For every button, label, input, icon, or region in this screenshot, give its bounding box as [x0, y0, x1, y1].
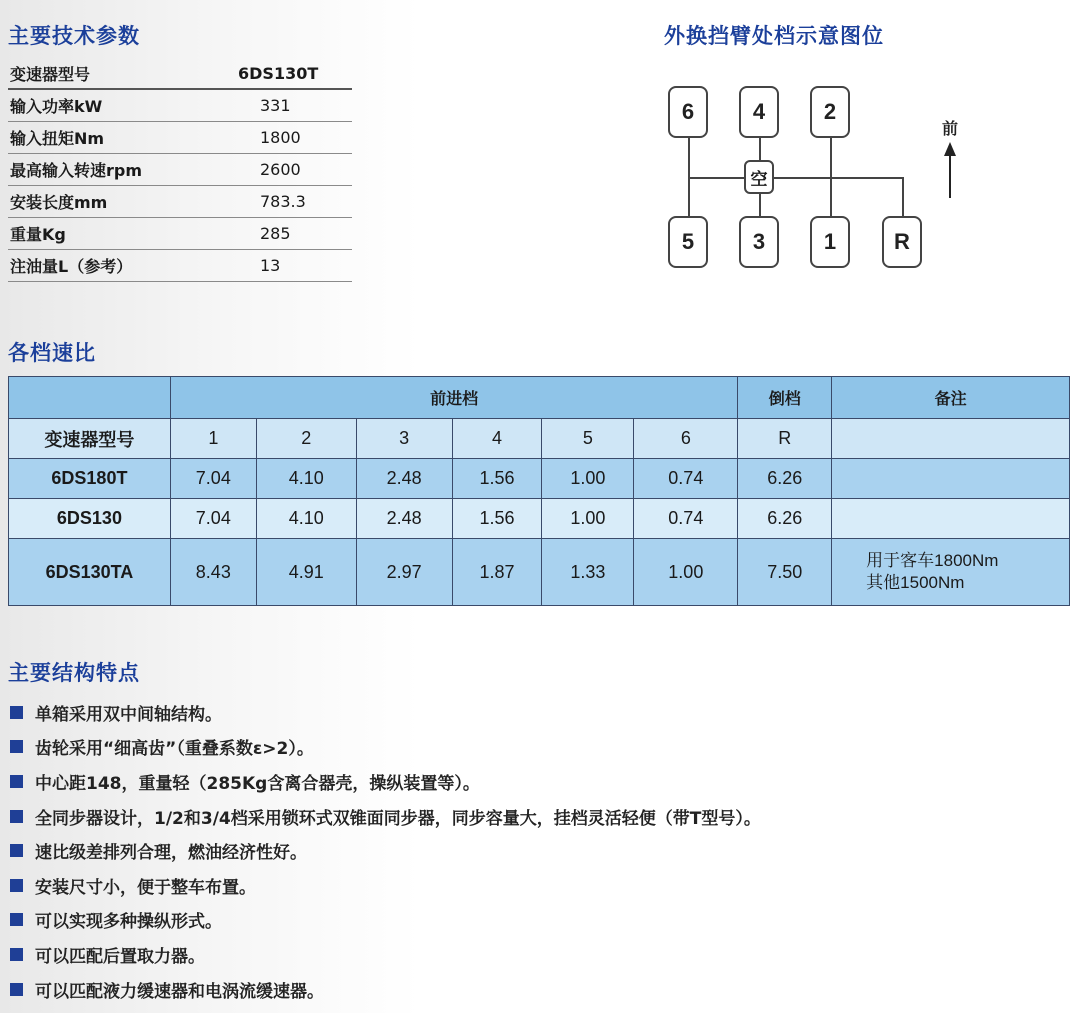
- reverse-group-header: 倒档: [738, 377, 832, 419]
- feature-text: 齿轮采用“细高齿”（重叠系数ε>2）。: [35, 739, 314, 760]
- spec-row: [8, 122, 352, 154]
- feature-text: 可以匹配后置取力器。: [35, 946, 205, 967]
- list-item: [10, 695, 1070, 730]
- spec-label: 最高输入转速rpm: [10, 161, 143, 180]
- list-item: [10, 799, 1070, 834]
- bullet-square-icon: [10, 810, 23, 823]
- ratio-cell: 2.97: [356, 539, 452, 606]
- spec-value: 13: [260, 256, 281, 275]
- ratio-table: [8, 376, 1070, 606]
- ratio-cell: 0.74: [634, 459, 738, 499]
- ratios-title: 各档速比: [8, 341, 96, 365]
- ratio-cell: 7.04: [170, 459, 256, 499]
- gear-header: 6: [634, 419, 738, 459]
- gear-header: 5: [542, 419, 634, 459]
- ratio-cell: 7.04: [170, 499, 256, 539]
- list-item: [10, 903, 1070, 938]
- ratio-gear-header-row: [9, 419, 1070, 459]
- ratio-cell: 1.56: [452, 459, 542, 499]
- gear-header: R: [738, 419, 832, 459]
- features-title: 主要结构特点: [8, 661, 140, 685]
- ratio-cell: 1.00: [542, 459, 634, 499]
- front-label: 前: [942, 119, 959, 138]
- model-header: 变速器型号: [9, 419, 171, 459]
- table-row: [9, 459, 1070, 499]
- spec-table: [8, 58, 352, 282]
- list-item: [10, 764, 1070, 799]
- bullet-square-icon: [10, 740, 23, 753]
- spec-value: 783.3: [260, 192, 306, 211]
- ratio-cell: 6.26: [738, 499, 832, 539]
- model-cell: 6DS180T: [9, 459, 171, 499]
- spec-label: 安装长度mm: [10, 193, 108, 212]
- shift-line: [902, 177, 904, 220]
- bullet-square-icon: [10, 983, 23, 996]
- ratio-cell: 4.91: [256, 539, 356, 606]
- corner-cell: [9, 377, 171, 419]
- ratio-cell: 1.33: [542, 539, 634, 606]
- remark-cell: [832, 459, 1070, 499]
- bullet-square-icon: [10, 706, 23, 719]
- spec-label: 输入功率kW: [10, 97, 103, 116]
- gear-1-box: 1: [810, 216, 850, 268]
- gear-4-box: 4: [739, 86, 779, 138]
- feature-text: 全同步器设计，1/2和3/4档采用锁环式双锥面同步器，同步容量大，挂档灵活轻便（带T型号）。: [35, 808, 761, 829]
- spec-label: 重量Kg: [10, 225, 66, 244]
- feature-text: 速比级差排列合理，燃油经济性好。: [35, 843, 307, 864]
- ratio-cell: 1.00: [634, 539, 738, 606]
- ratio-cell: 4.10: [256, 499, 356, 539]
- bullet-square-icon: [10, 775, 23, 788]
- spec-header-row: [8, 58, 352, 90]
- ratio-cell: 4.10: [256, 459, 356, 499]
- ratio-group-header-row: [9, 377, 1070, 419]
- gear-header: 2: [256, 419, 356, 459]
- forward-group-header: 前进档: [170, 377, 737, 419]
- spec-value: 285: [260, 224, 291, 243]
- spec-header-label: 变速器型号: [10, 64, 91, 84]
- ratio-cell: 1.56: [452, 499, 542, 539]
- spec-label: 输入扭矩Nm: [10, 129, 105, 148]
- ratio-cell: 1.87: [452, 539, 542, 606]
- gear-r-box: R: [882, 216, 922, 268]
- ratio-cell: 8.43: [170, 539, 256, 606]
- spec-row: [8, 250, 352, 282]
- bullet-square-icon: [10, 948, 23, 961]
- feature-list: [10, 695, 1070, 1006]
- gear-header: 4: [452, 419, 542, 459]
- remark-line: 其他1500Nm: [866, 573, 965, 592]
- ratio-cell: 1.00: [542, 499, 634, 539]
- neutral-line: [688, 177, 904, 179]
- ratio-cell: 2.48: [356, 459, 452, 499]
- ratio-cell: 7.50: [738, 539, 832, 606]
- spec-row: [8, 218, 352, 250]
- remark-empty-cell: [832, 419, 1070, 459]
- spec-header-value: 6DS130T: [238, 63, 319, 83]
- gear-header: 3: [356, 419, 452, 459]
- remark-cell: [832, 539, 1070, 606]
- spec-row: [8, 186, 352, 218]
- front-arrow-icon: [948, 142, 952, 194]
- spec-label: 注油量L（参考）: [10, 257, 133, 276]
- neutral-box: 空: [744, 160, 774, 194]
- gear-2-box: 2: [810, 86, 850, 138]
- spec-row: [8, 90, 352, 122]
- shift-pattern-diagram: [650, 70, 980, 290]
- model-cell: 6DS130: [9, 499, 171, 539]
- list-item: [10, 972, 1070, 1007]
- feature-text: 单箱采用双中间轴结构。: [35, 704, 222, 725]
- list-item: [10, 868, 1070, 903]
- table-row: [9, 499, 1070, 539]
- remark-cell: [832, 499, 1070, 539]
- ratio-cell: 0.74: [634, 499, 738, 539]
- spec-title: 主要技术参数: [8, 24, 140, 48]
- ratio-cell: 6.26: [738, 459, 832, 499]
- spec-value: 331: [260, 96, 291, 115]
- remark-line: 用于客车1800Nm: [866, 551, 999, 570]
- bullet-square-icon: [10, 844, 23, 857]
- bullet-square-icon: [10, 879, 23, 892]
- gear-3-box: 3: [739, 216, 779, 268]
- spec-row: [8, 154, 352, 186]
- shift-title: 外换挡臂处档示意图位: [664, 24, 884, 48]
- list-item: [10, 833, 1070, 868]
- model-cell: 6DS130TA: [9, 539, 171, 606]
- feature-text: 可以匹配液力缓速器和电涡流缓速器。: [35, 981, 324, 1002]
- table-row: [9, 539, 1070, 606]
- spec-value: 2600: [260, 160, 301, 179]
- gear-6-box: 6: [668, 86, 708, 138]
- gear-5-box: 5: [668, 216, 708, 268]
- spec-value: 1800: [260, 128, 301, 147]
- feature-text: 安装尺寸小，便于整车布置。: [35, 877, 256, 898]
- list-item: [10, 730, 1070, 765]
- bullet-square-icon: [10, 913, 23, 926]
- list-item: [10, 937, 1070, 972]
- feature-text: 中心距148，重量轻（285Kg含离合器壳，操纵装置等）。: [35, 773, 480, 794]
- remark-group-header: 备注: [832, 377, 1070, 419]
- feature-text: 可以实现多种操纵形式。: [35, 912, 222, 933]
- ratio-cell: 2.48: [356, 499, 452, 539]
- gear-header: 1: [170, 419, 256, 459]
